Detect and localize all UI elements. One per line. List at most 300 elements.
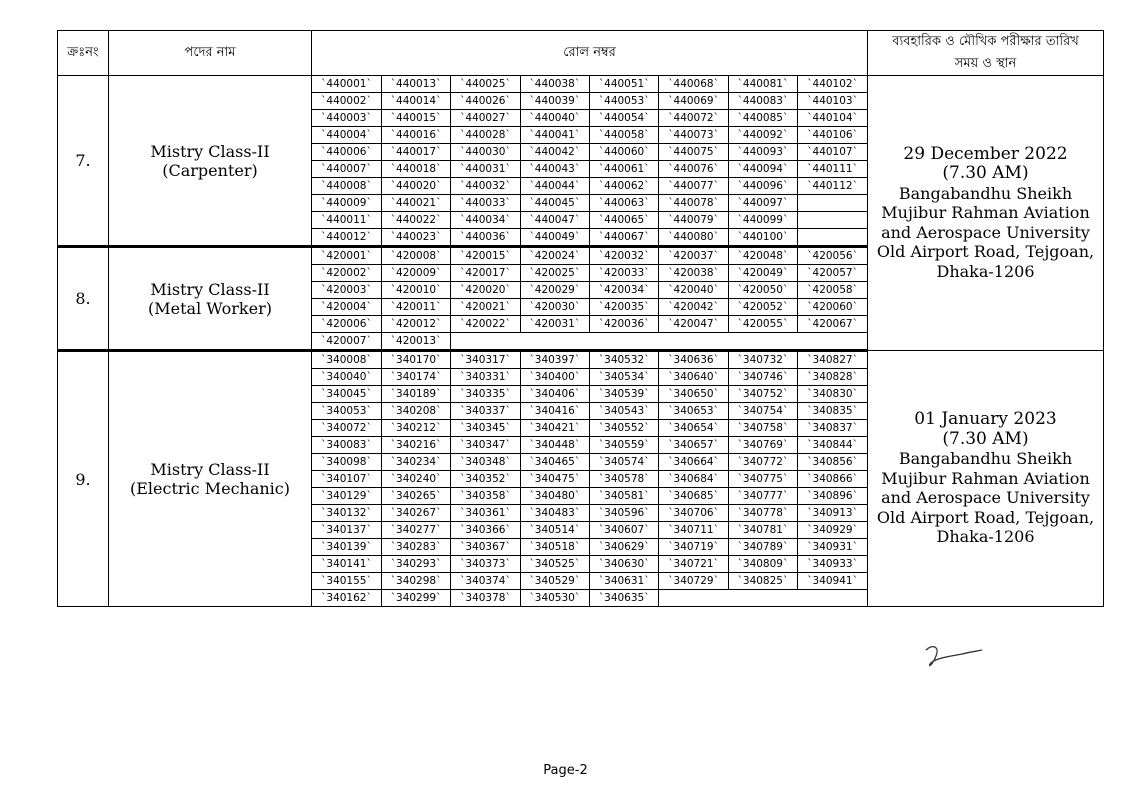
roll-number-cell: `440054`: [590, 110, 659, 127]
roll-number-cell: `440030`: [451, 144, 520, 161]
serial-cell: 9.: [58, 351, 109, 607]
roll-number-cell: `440111`: [798, 161, 867, 178]
roll-row: [312, 265, 867, 282]
roll-number-cell: `440063`: [590, 195, 659, 212]
post-row-7: [58, 76, 1104, 247]
roll-cell-empty: [798, 590, 867, 607]
roll-number-cell: `440093`: [728, 144, 797, 161]
roll-number-cell: `440020`: [381, 178, 450, 195]
roll-number-cell: `340830`: [798, 386, 867, 403]
roll-row: [312, 212, 867, 229]
roll-number-cell: `340335`: [451, 386, 520, 403]
roll-number-cell: `340141`: [312, 556, 381, 573]
header-serial: ক্রঃনং: [58, 31, 109, 76]
roll-row: [312, 178, 867, 195]
roll-number-cell: `440033`: [451, 195, 520, 212]
roll-row: [312, 229, 867, 246]
roll-number-cell: `340532`: [590, 352, 659, 369]
roll-number-cell: `420036`: [590, 316, 659, 333]
roll-number-cell: `340781`: [728, 522, 797, 539]
roll-number-cell: `420058`: [798, 282, 867, 299]
roll-row: [312, 556, 867, 573]
post-trade: (Metal Worker): [148, 298, 272, 318]
roll-cell-empty: [659, 590, 728, 607]
exam-info-cell: [868, 351, 1104, 607]
roll-number-cell: `440001`: [312, 76, 381, 93]
signature-mark: [922, 642, 986, 672]
header-row: [58, 31, 1104, 76]
roll-number-cell: `340754`: [728, 403, 797, 420]
roll-number-cell: `440069`: [659, 93, 728, 110]
roll-number-cell: `340367`: [451, 539, 520, 556]
roll-number-cell: `420012`: [381, 316, 450, 333]
roll-number-cell: `440083`: [728, 93, 797, 110]
roll-number-cell: `440081`: [728, 76, 797, 93]
roll-number-cell: `440028`: [451, 127, 520, 144]
roll-number-cell: `340631`: [590, 573, 659, 590]
serial-cell: 8.: [58, 247, 109, 351]
header-post: পদের নাম: [109, 31, 312, 76]
roll-cell-empty: [659, 333, 728, 350]
venue-line: and Aerospace University: [881, 488, 1090, 508]
roll-number-cell: `340706`: [659, 505, 728, 522]
roll-number-cell: `340240`: [381, 471, 450, 488]
roll-number-cell: `420060`: [798, 299, 867, 316]
roll-number-cell: `440106`: [798, 127, 867, 144]
roll-number-cell: `420013`: [381, 333, 450, 350]
exam-time: (7.30 AM): [942, 163, 1029, 184]
roll-number-cell: `340298`: [381, 573, 450, 590]
roll-number-cell: `440026`: [451, 93, 520, 110]
post-name: Mistry Class-II: [150, 141, 270, 161]
roll-number-cell: `340653`: [659, 403, 728, 420]
roll-number-cell: `420055`: [728, 316, 797, 333]
venue-line: and Aerospace University: [881, 222, 1090, 242]
roll-number-cell: `340629`: [590, 539, 659, 556]
roll-number-cell: `340657`: [659, 437, 728, 454]
roll-number-cell: `340719`: [659, 539, 728, 556]
roll-number-cell: `340630`: [590, 556, 659, 573]
roll-number-cell: `340337`: [451, 403, 520, 420]
roll-row: [312, 505, 867, 522]
roll-number-cell: `440004`: [312, 127, 381, 144]
roll-number-cell: `440067`: [590, 229, 659, 246]
roll-number-cell: `340107`: [312, 471, 381, 488]
roll-number-cell: `340299`: [381, 590, 450, 607]
roll-number-cell: `340373`: [451, 556, 520, 573]
roll-number-cell: `340809`: [728, 556, 797, 573]
roll-number-cell: `440080`: [659, 229, 728, 246]
roll-number-cell: `340758`: [728, 420, 797, 437]
roll-number-cell: `340837`: [798, 420, 867, 437]
roll-grid-cell: [312, 351, 868, 607]
roll-number-cell: `440022`: [381, 212, 450, 229]
roll-cell-empty: [520, 333, 589, 350]
roll-row: [312, 488, 867, 505]
post-name-cell: [109, 247, 312, 351]
roll-number-cell: `340397`: [520, 352, 589, 369]
roll-number-cell: `440043`: [520, 161, 589, 178]
roll-number-cell: `340053`: [312, 403, 381, 420]
roll-number-cell: `340480`: [520, 488, 589, 505]
venue-line: Mujibur Rahman Aviation: [881, 203, 1090, 223]
roll-number-cell: `340844`: [798, 437, 867, 454]
roll-number-cell: `420057`: [798, 265, 867, 282]
roll-number-cell: `420034`: [590, 282, 659, 299]
roll-number-cell: `340475`: [520, 471, 589, 488]
roll-number-cell: `440107`: [798, 144, 867, 161]
roll-row: [312, 352, 867, 369]
post-row-9: [58, 351, 1104, 607]
roll-number-cell: `440011`: [312, 212, 381, 229]
roll-row: [312, 110, 867, 127]
roll-number-cell: `340347`: [451, 437, 520, 454]
roll-row: [312, 333, 867, 350]
exam-date: 29 December 2022: [903, 143, 1068, 164]
roll-table-sheet: [57, 30, 1103, 607]
roll-number-cell: `340045`: [312, 386, 381, 403]
roll-number-cell: `340216`: [381, 437, 450, 454]
roll-number-cell: `440027`: [451, 110, 520, 127]
venue-line: Mujibur Rahman Aviation: [881, 468, 1090, 488]
roll-number-cell: `440103`: [798, 93, 867, 110]
roll-number-cell: `420030`: [520, 299, 589, 316]
roll-number-cell: `340529`: [520, 573, 589, 590]
roll-number-cell: `420001`: [312, 248, 381, 265]
roll-number-cell: `440014`: [381, 93, 450, 110]
roll-number-cell: `440112`: [798, 178, 867, 195]
roll-number-cell: `340530`: [520, 590, 589, 607]
post-trade: (Electric Mechanic): [130, 479, 290, 498]
roll-number-cell: `340406`: [520, 386, 589, 403]
roll-number-cell: `340416`: [520, 403, 589, 420]
roll-number-cell: `340825`: [728, 573, 797, 590]
roll-number-cell: `420017`: [451, 265, 520, 282]
roll-number-cell: `420015`: [451, 248, 520, 265]
roll-number-cell: `440096`: [728, 178, 797, 195]
roll-number-cell: `340721`: [659, 556, 728, 573]
roll-number-cell: `420009`: [381, 265, 450, 282]
roll-number-cell: `340040`: [312, 369, 381, 386]
roll-number-cell: `340684`: [659, 471, 728, 488]
roll-number-cell: `440099`: [728, 212, 797, 229]
roll-number-cell: `340162`: [312, 590, 381, 607]
roll-number-cell: `340518`: [520, 539, 589, 556]
roll-cell-empty: [798, 195, 867, 212]
roll-number-cell: `440092`: [728, 127, 797, 144]
roll-number-cell: `440085`: [728, 110, 797, 127]
roll-number-cell: `420056`: [798, 248, 867, 265]
roll-number-cell: `420006`: [312, 316, 381, 333]
roll-number-cell: `340856`: [798, 454, 867, 471]
roll-number-cell: `440073`: [659, 127, 728, 144]
roll-number-cell: `340581`: [590, 488, 659, 505]
roll-number-cell: `420035`: [590, 299, 659, 316]
roll-number-cell: `340711`: [659, 522, 728, 539]
exam-date: 01 January 2023: [914, 409, 1057, 430]
roll-number-cell: `340283`: [381, 539, 450, 556]
roll-number-cell: `340170`: [381, 352, 450, 369]
venue-line: Dhaka-1206: [936, 527, 1035, 547]
roll-number-cell: `340174`: [381, 369, 450, 386]
roll-number-cell: `340534`: [590, 369, 659, 386]
roll-row: [312, 316, 867, 333]
roll-cell-empty: [728, 333, 797, 350]
roll-number-cell: `340008`: [312, 352, 381, 369]
roll-number-cell: `340941`: [798, 573, 867, 590]
roll-number-cell: `420003`: [312, 282, 381, 299]
roll-number-cell: `420025`: [520, 265, 589, 282]
roll-number-cell: `420033`: [590, 265, 659, 282]
roll-number-cell: `420049`: [728, 265, 797, 282]
roll-number-cell: `440051`: [590, 76, 659, 93]
roll-row: [312, 248, 867, 265]
roll-number-cell: `440013`: [381, 76, 450, 93]
roll-number-cell: `440078`: [659, 195, 728, 212]
roll-number-cell: `340578`: [590, 471, 659, 488]
roll-number-cell: `340543`: [590, 403, 659, 420]
roll-number-cell: `420008`: [381, 248, 450, 265]
roll-number-cell: `440076`: [659, 161, 728, 178]
roll-number-cell: `340137`: [312, 522, 381, 539]
roll-grid: [312, 352, 867, 606]
roll-number-cell: `340378`: [451, 590, 520, 607]
roll-number-cell: `440045`: [520, 195, 589, 212]
roll-number-cell: `340132`: [312, 505, 381, 522]
roll-number-cell: `340267`: [381, 505, 450, 522]
header-exam-line2: সময় ও স্থান: [954, 56, 1017, 71]
roll-number-cell: `340574`: [590, 454, 659, 471]
roll-number-cell: `420002`: [312, 265, 381, 282]
roll-number-cell: `340778`: [728, 505, 797, 522]
roll-number-cell: `440102`: [798, 76, 867, 93]
venue-line: Old Airport Road, Tejgoan,: [876, 242, 1095, 262]
roll-number-cell: `340772`: [728, 454, 797, 471]
roll-number-cell: `340400`: [520, 369, 589, 386]
roll-number-cell: `340729`: [659, 573, 728, 590]
roll-row: [312, 471, 867, 488]
roll-number-cell: `420032`: [590, 248, 659, 265]
roll-number-cell: `340929`: [798, 522, 867, 539]
venue-line: Dhaka-1206: [936, 261, 1035, 281]
roll-number-cell: `440023`: [381, 229, 450, 246]
roll-number-cell: `440044`: [520, 178, 589, 195]
roll-number-cell: `340448`: [520, 437, 589, 454]
roll-grid-cell: [312, 247, 868, 351]
roll-number-cell: `340277`: [381, 522, 450, 539]
roll-row: [312, 144, 867, 161]
roll-number-cell: `440002`: [312, 93, 381, 110]
roll-number-cell: `440094`: [728, 161, 797, 178]
roll-number-cell: `420007`: [312, 333, 381, 350]
roll-number-cell: `440012`: [312, 229, 381, 246]
roll-row: [312, 522, 867, 539]
roll-number-cell: `340139`: [312, 539, 381, 556]
roll-number-cell: `340514`: [520, 522, 589, 539]
roll-number-cell: `340208`: [381, 403, 450, 420]
roll-number-cell: `420047`: [659, 316, 728, 333]
roll-number-cell: `440031`: [451, 161, 520, 178]
roll-number-cell: `340635`: [590, 590, 659, 607]
exam-info-cell: [868, 76, 1104, 351]
roll-number-cell: `440065`: [590, 212, 659, 229]
roll-cell-empty: [728, 590, 797, 607]
roll-number-cell: `440062`: [590, 178, 659, 195]
roll-number-cell: `340664`: [659, 454, 728, 471]
roll-number-cell: `440049`: [520, 229, 589, 246]
roll-number-cell: `340366`: [451, 522, 520, 539]
roll-number-cell: `440072`: [659, 110, 728, 127]
roll-number-cell: `420010`: [381, 282, 450, 299]
roll-number-cell: `440053`: [590, 93, 659, 110]
exam-schedule-table: [57, 30, 1104, 607]
roll-row: [312, 299, 867, 316]
roll-number-cell: `440079`: [659, 212, 728, 229]
roll-number-cell: `440104`: [798, 110, 867, 127]
roll-number-cell: `440040`: [520, 110, 589, 127]
roll-number-cell: `440061`: [590, 161, 659, 178]
roll-number-cell: `440034`: [451, 212, 520, 229]
roll-number-cell: `440018`: [381, 161, 450, 178]
roll-number-cell: `420031`: [520, 316, 589, 333]
header-roll: রোল নম্বর: [312, 31, 868, 76]
roll-grid: [312, 248, 867, 349]
roll-number-cell: `340752`: [728, 386, 797, 403]
roll-row: [312, 386, 867, 403]
roll-number-cell: `440038`: [520, 76, 589, 93]
roll-number-cell: `440060`: [590, 144, 659, 161]
roll-number-cell: `440006`: [312, 144, 381, 161]
roll-row: [312, 76, 867, 93]
roll-row: [312, 539, 867, 556]
roll-cell-empty: [798, 229, 867, 246]
roll-number-cell: `340374`: [451, 573, 520, 590]
post-name: Mistry Class-II: [150, 460, 270, 479]
roll-number-cell: `340317`: [451, 352, 520, 369]
roll-number-cell: `420038`: [659, 265, 728, 282]
roll-number-cell: `420050`: [728, 282, 797, 299]
roll-number-cell: `440039`: [520, 93, 589, 110]
roll-number-cell: `420021`: [451, 299, 520, 316]
roll-number-cell: `340596`: [590, 505, 659, 522]
roll-number-cell: `420022`: [451, 316, 520, 333]
roll-number-cell: `440007`: [312, 161, 381, 178]
roll-number-cell: `340685`: [659, 488, 728, 505]
roll-number-cell: `340559`: [590, 437, 659, 454]
roll-number-cell: `420042`: [659, 299, 728, 316]
roll-number-cell: `340129`: [312, 488, 381, 505]
header-exam: [868, 31, 1104, 76]
roll-number-cell: `340293`: [381, 556, 450, 573]
roll-number-cell: `340827`: [798, 352, 867, 369]
roll-number-cell: `440015`: [381, 110, 450, 127]
post-name-cell: [109, 76, 312, 247]
roll-number-cell: `440036`: [451, 229, 520, 246]
roll-number-cell: `340234`: [381, 454, 450, 471]
roll-number-cell: `340352`: [451, 471, 520, 488]
roll-number-cell: `440041`: [520, 127, 589, 144]
roll-number-cell: `340775`: [728, 471, 797, 488]
roll-number-cell: `340650`: [659, 386, 728, 403]
roll-number-cell: `340331`: [451, 369, 520, 386]
roll-number-cell: `340933`: [798, 556, 867, 573]
roll-number-cell: `340732`: [728, 352, 797, 369]
roll-number-cell: `420048`: [728, 248, 797, 265]
roll-number-cell: `440097`: [728, 195, 797, 212]
roll-number-cell: `340654`: [659, 420, 728, 437]
roll-number-cell: `340896`: [798, 488, 867, 505]
roll-number-cell: `420067`: [798, 316, 867, 333]
roll-number-cell: `340525`: [520, 556, 589, 573]
roll-cell-empty: [798, 333, 867, 350]
roll-row: [312, 437, 867, 454]
roll-row: [312, 93, 867, 110]
roll-number-cell: `420011`: [381, 299, 450, 316]
roll-number-cell: `340348`: [451, 454, 520, 471]
roll-number-cell: `340640`: [659, 369, 728, 386]
roll-number-cell: `440017`: [381, 144, 450, 161]
exam-time: (7.30 AM): [942, 428, 1029, 449]
roll-number-cell: `340828`: [798, 369, 867, 386]
venue-line: Bangabandhu Sheikh: [898, 183, 1073, 203]
roll-number-cell: `340265`: [381, 488, 450, 505]
roll-number-cell: `340361`: [451, 505, 520, 522]
roll-number-cell: `440009`: [312, 195, 381, 212]
roll-number-cell: `340358`: [451, 488, 520, 505]
roll-number-cell: `440100`: [728, 229, 797, 246]
roll-number-cell: `340155`: [312, 573, 381, 590]
roll-number-cell: `440032`: [451, 178, 520, 195]
venue-line: Old Airport Road, Tejgoan,: [876, 507, 1095, 527]
roll-number-cell: `440047`: [520, 212, 589, 229]
roll-number-cell: `340083`: [312, 437, 381, 454]
roll-number-cell: `340465`: [520, 454, 589, 471]
roll-row: [312, 573, 867, 590]
roll-row: [312, 369, 867, 386]
roll-number-cell: `420052`: [728, 299, 797, 316]
roll-row: [312, 420, 867, 437]
roll-number-cell: `340552`: [590, 420, 659, 437]
roll-number-cell: `340483`: [520, 505, 589, 522]
roll-number-cell: `340746`: [728, 369, 797, 386]
roll-number-cell: `420004`: [312, 299, 381, 316]
roll-number-cell: `340913`: [798, 505, 867, 522]
roll-number-cell: `440077`: [659, 178, 728, 195]
roll-number-cell: `340189`: [381, 386, 450, 403]
roll-row: [312, 403, 867, 420]
roll-number-cell: `440008`: [312, 178, 381, 195]
roll-number-cell: `420020`: [451, 282, 520, 299]
roll-row: [312, 195, 867, 212]
roll-cell-empty: [798, 212, 867, 229]
roll-cell-empty: [451, 333, 520, 350]
roll-number-cell: `340212`: [381, 420, 450, 437]
roll-grid-cell: [312, 76, 868, 247]
header-exam-line1: ব্যবহারিক ও মৌখিক পরীক্ষার তারিখ: [892, 34, 1079, 49]
roll-number-cell: `340931`: [798, 539, 867, 556]
serial-cell: 7.: [58, 76, 109, 247]
roll-number-cell: `440003`: [312, 110, 381, 127]
roll-number-cell: `340539`: [590, 386, 659, 403]
roll-number-cell: `440058`: [590, 127, 659, 144]
roll-number-cell: `340098`: [312, 454, 381, 471]
roll-number-cell: `440042`: [520, 144, 589, 161]
roll-number-cell: `440016`: [381, 127, 450, 144]
roll-number-cell: `440021`: [381, 195, 450, 212]
post-trade: (Carpenter): [162, 160, 258, 180]
roll-number-cell: `440025`: [451, 76, 520, 93]
roll-number-cell: `340835`: [798, 403, 867, 420]
